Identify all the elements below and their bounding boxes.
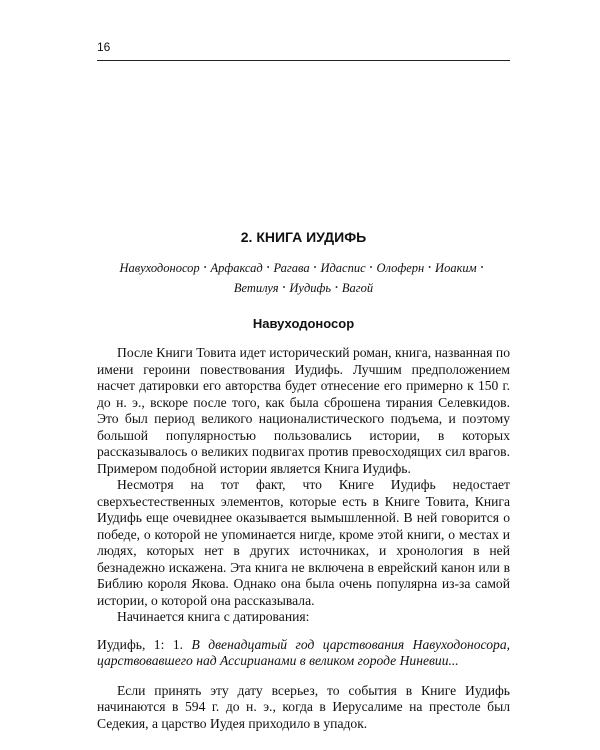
name-item: Рагава xyxy=(273,261,310,275)
paragraph: Начинается книга с датирования: xyxy=(117,609,310,624)
quote-reference: Иудифь, 1: 1. xyxy=(97,636,184,652)
name-item: Олоферн xyxy=(376,261,425,275)
character-names xyxy=(97,258,510,298)
section-title: Навуходоносор xyxy=(252,316,355,331)
body-text xyxy=(97,345,510,732)
name-item: Вагой xyxy=(341,281,374,295)
name-item: Арфаксад xyxy=(210,261,263,275)
name-item: Идаспис xyxy=(320,261,366,275)
paragraph: Если принять эту дату всерьез, то события в Книге Иудифь начинаются в 594 г. до н. э., когда в Иерусалиме на престоле был Седекия, а царство Иудея приходило в упадок. xyxy=(97,682,510,731)
separator-dot: • xyxy=(266,263,270,272)
paragraph: После Книги Товита идет исторический роман, книга, названная по имени героини повествования Иудифь. Лучшим предположением насчет датировки его авторства будет отнесение его примерно к 150 г. до н. э., вскоре после того, как была сброшена тирания Селевкидов. Это был период великого националистического подъема, и поэтому большой популярностью пользовались истории, в которых рассказывалось о великих подвигах против превосходящих сил врагов. Примером подобной истории является Книга Иудифь. xyxy=(97,345,510,476)
name-item: Иоаким xyxy=(435,261,477,275)
separator-dot: • xyxy=(203,263,207,272)
name-item: Навуходоносор xyxy=(119,261,200,275)
name-item: Ветилуя xyxy=(233,281,279,295)
paragraph: Несмотря на тот факт, что Книге Иудифь недостает сверхъестественных элементов, которые есть в Книге Товита, Книга Иудифь еще очевиднее оказывается вымышленной. В ней говорится о победе, о которой не упоминается нигде, кроме этой книги, о местах и людях, которых нет в других источниках, и хронология в ней безнадежно искажена. Эта книга не включена в еврейский канон или в Библию короля Якова. Однако она была очень популярна из-за самой истории, о которой она рассказывала. xyxy=(97,477,510,608)
separator-dot: • xyxy=(313,263,317,272)
chapter-title: 2. КНИГА ИУДИФЬ xyxy=(240,229,367,245)
separator-dot: • xyxy=(369,263,373,272)
quote-text: В двенадцатый год царствования Навуходоносора, царствовавшего над Ассирианами в великом городе Ниневии... xyxy=(97,636,511,668)
page-number: 16 xyxy=(97,40,111,54)
quotation xyxy=(97,637,510,670)
separator-dot: • xyxy=(282,283,286,292)
separator-dot: • xyxy=(335,283,338,292)
header-rule xyxy=(97,60,510,61)
separator-dot: • xyxy=(428,263,432,272)
name-item: Иудифь xyxy=(289,281,332,295)
separator-dot: • xyxy=(480,263,484,272)
